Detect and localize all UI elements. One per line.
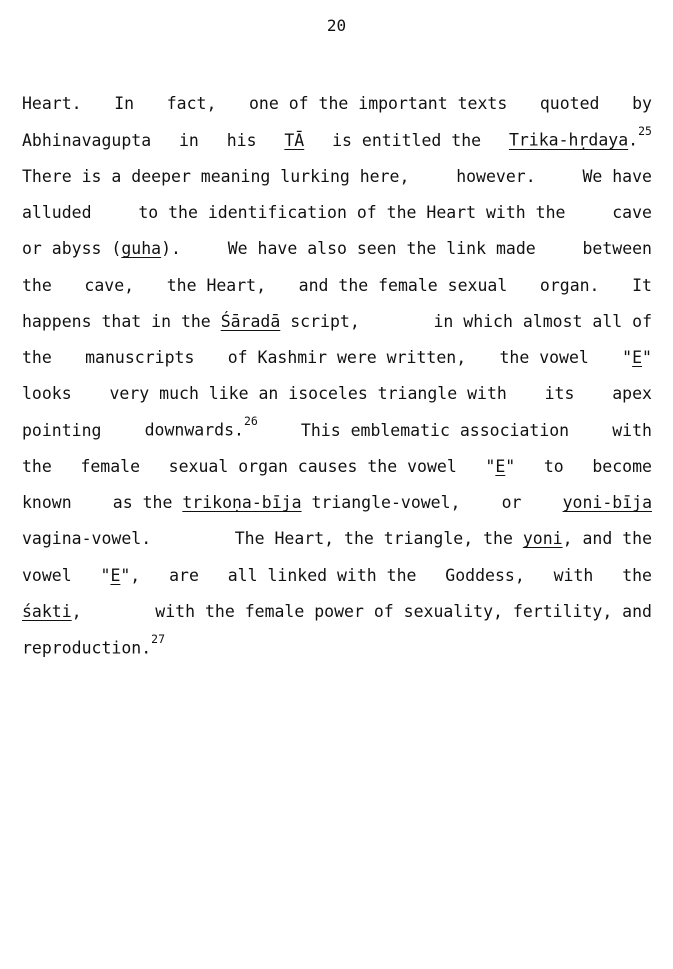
- text-span: with: [612, 420, 652, 440]
- word-group: [622, 342, 652, 374]
- word-group: [632, 88, 652, 120]
- text-line: [22, 338, 652, 374]
- word-group: [109, 378, 506, 410]
- text-span: the Heart,: [166, 275, 267, 295]
- text-span: as the: [112, 493, 183, 512]
- text-span: manuscripts: [85, 348, 195, 367]
- word-group: [22, 560, 72, 592]
- word-group: [612, 197, 652, 229]
- text-span: pointing: [22, 420, 102, 440]
- text-span: by: [632, 94, 652, 114]
- word-group: [445, 560, 524, 592]
- text-span: Abhinavagupta: [22, 130, 152, 150]
- word-group: [167, 270, 266, 302]
- word-group: [499, 342, 588, 374]
- text-span: of Kashmir were written,: [227, 348, 467, 367]
- text-span: ",: [120, 565, 141, 585]
- word-group: [544, 451, 564, 483]
- word-group: [138, 197, 565, 229]
- text-span: with the female power of sexuality, fertility, and: [155, 601, 652, 621]
- word-group: [22, 627, 165, 665]
- text-line: [22, 120, 652, 156]
- word-group: [228, 342, 466, 374]
- body-text: [22, 84, 652, 664]
- text-span: .: [628, 130, 639, 150]
- text-line: [22, 374, 652, 410]
- word-group: [554, 560, 594, 592]
- text-span: cave: [612, 203, 652, 222]
- text-span: vowel: [22, 565, 72, 585]
- text-span: Heart.: [22, 94, 82, 114]
- text-line: [22, 555, 652, 591]
- text-span: to the identification of the Heart with the: [138, 203, 566, 222]
- word-group: [235, 523, 652, 555]
- word-group: [622, 560, 652, 592]
- text-span: ": [622, 348, 633, 367]
- word-group: [84, 270, 134, 302]
- text-span: We have also seen the link made: [227, 239, 536, 259]
- word-group: [433, 306, 652, 338]
- word-group: [22, 596, 82, 628]
- word-group: [22, 306, 360, 338]
- text-line: [22, 410, 652, 446]
- text-span: looks: [22, 384, 72, 404]
- word-group: [169, 560, 199, 592]
- word-group: [249, 88, 507, 120]
- text-span: Goddess,: [445, 565, 525, 585]
- text-span: however.: [456, 166, 536, 186]
- text-span: all linked with the: [227, 565, 417, 585]
- text-span: the: [22, 275, 52, 295]
- word-group: [582, 233, 652, 265]
- word-group: [22, 125, 151, 157]
- text-span: the vowel: [499, 348, 589, 367]
- word-group: [582, 161, 652, 193]
- word-group: [22, 342, 52, 374]
- word-group: [592, 451, 652, 483]
- text-span: It: [632, 275, 652, 295]
- text-span: the: [22, 348, 52, 367]
- word-group: [227, 125, 257, 157]
- word-group: [145, 409, 258, 447]
- word-group: [299, 270, 508, 302]
- word-group: [179, 125, 199, 157]
- word-group: [114, 88, 134, 120]
- text-span: happens that in the: [22, 311, 221, 331]
- text-span: to: [543, 456, 564, 476]
- text-span: triangle-vowel,: [301, 493, 461, 512]
- underlined-term: yoni-bīja: [562, 493, 652, 512]
- underlined-term: E: [110, 565, 121, 585]
- text-span: downwards.: [144, 420, 244, 440]
- underlined-term: śakti: [22, 601, 72, 621]
- word-group: [456, 161, 535, 193]
- text-span: its: [544, 384, 575, 404]
- word-group: [332, 125, 481, 157]
- word-group: [612, 415, 652, 447]
- word-group: [228, 560, 417, 592]
- underlined-term: E: [495, 456, 506, 476]
- word-group: [502, 487, 522, 519]
- word-group: [22, 487, 72, 519]
- text-span: very much like an isoceles triangle with: [109, 384, 507, 404]
- word-group: [540, 270, 600, 302]
- underlined-term: guha: [121, 239, 162, 259]
- word-group: [612, 378, 652, 410]
- word-group: [101, 560, 141, 592]
- word-group: [545, 378, 575, 410]
- text-span: This emblematic association: [300, 420, 570, 440]
- footnote-ref: 25: [638, 124, 652, 138]
- underlined-term: trikoṇa-bīja: [182, 493, 302, 512]
- word-group: [485, 451, 515, 483]
- text-span: is entitled the: [332, 130, 482, 150]
- text-span: vagina-vowel.: [22, 529, 152, 549]
- word-group: [540, 88, 600, 120]
- footnote-ref: 27: [151, 631, 165, 646]
- word-group: [22, 197, 92, 229]
- word-group: [22, 378, 72, 410]
- word-group: [509, 119, 652, 157]
- text-span: are: [169, 565, 199, 585]
- word-group: [169, 451, 457, 483]
- text-span: In: [114, 94, 135, 114]
- text-span: , and the: [562, 529, 652, 549]
- underlined-term: E: [632, 348, 643, 367]
- text-span: his: [226, 130, 257, 150]
- word-group: [284, 125, 304, 157]
- word-group: [22, 88, 82, 120]
- word-group: [22, 415, 101, 447]
- text-span: alluded: [22, 203, 92, 222]
- footnote-ref: 26: [243, 414, 258, 428]
- word-group: [22, 523, 151, 555]
- text-span: reproduction.: [22, 638, 152, 657]
- word-group: [22, 233, 181, 265]
- text-span: We have: [582, 166, 652, 186]
- text-span: apex: [612, 384, 652, 404]
- text-line: [22, 265, 652, 301]
- text-span: between: [582, 239, 652, 259]
- text-span: or abyss (: [22, 239, 122, 259]
- word-group: [22, 161, 409, 193]
- text-span: in which almost all of: [433, 311, 652, 331]
- text-line: [22, 483, 652, 519]
- text-span: ": [485, 456, 496, 476]
- text-span: script,: [280, 311, 360, 331]
- text-span: fact,: [166, 94, 217, 114]
- text-span: known: [22, 493, 72, 512]
- word-group: [80, 451, 140, 483]
- text-line: [22, 592, 652, 628]
- text-line: [22, 84, 652, 120]
- text-span: There is a deeper meaning lurking here,: [22, 166, 410, 186]
- text-span: sexual organ causes the vowel: [168, 456, 457, 476]
- text-span: ": [100, 565, 111, 585]
- word-group: [113, 487, 461, 519]
- text-span: organ.: [539, 275, 600, 295]
- underlined-term: TĀ: [284, 130, 305, 150]
- word-group: [85, 342, 194, 374]
- text-span: ).: [161, 239, 181, 259]
- text-span: The Heart, the triangle, the: [234, 529, 523, 549]
- text-line: [22, 628, 652, 664]
- text-span: with: [553, 565, 594, 585]
- text-span: ": [642, 348, 652, 367]
- text-line: [22, 302, 652, 338]
- text-span: female: [80, 456, 141, 476]
- text-line: [22, 193, 652, 229]
- word-group: [155, 596, 652, 628]
- underlined-term: Trika-hṛdaya: [508, 130, 629, 150]
- text-line: [22, 447, 652, 483]
- word-group: [228, 233, 536, 265]
- text-span: one of the important texts: [248, 94, 508, 114]
- text-span: quoted: [539, 94, 600, 114]
- text-span: in: [178, 130, 199, 150]
- text-line: [22, 519, 652, 555]
- text-span: the: [622, 565, 652, 585]
- text-span: ,: [71, 601, 82, 621]
- text-span: cave,: [84, 275, 135, 295]
- word-group: [563, 487, 652, 519]
- word-group: [301, 415, 569, 447]
- text-span: or: [501, 493, 522, 512]
- word-group: [22, 451, 52, 483]
- text-span: and the female sexual: [298, 275, 508, 295]
- underlined-term: yoni: [522, 529, 563, 549]
- page-number: 20: [326, 16, 347, 35]
- text-span: ": [505, 456, 516, 476]
- text-line: [22, 229, 652, 265]
- word-group: [167, 88, 217, 120]
- word-group: [632, 270, 652, 302]
- text-span: become: [592, 456, 652, 476]
- text-line: [22, 157, 652, 193]
- text-span: the: [22, 456, 52, 476]
- word-group: [22, 270, 52, 302]
- underlined-term: Śāradā: [220, 311, 281, 331]
